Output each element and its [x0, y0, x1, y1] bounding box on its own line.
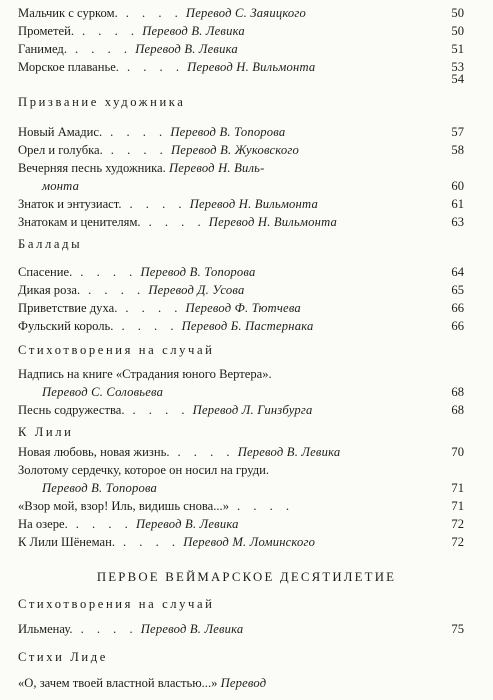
- leader-dots: . . . .: [110, 125, 168, 139]
- entry-title: Прометей.: [18, 24, 74, 38]
- entry-title: Фульский король.: [18, 319, 114, 333]
- entry-translator: Перевод В. Левика: [140, 622, 244, 636]
- entry-translator: Перевод М. Ломинского: [183, 535, 316, 549]
- toc-entry: [18, 463, 464, 478]
- toc-entry: [18, 445, 464, 460]
- entry-title: Мальчик с сурком.: [18, 6, 118, 20]
- entry-page: 71: [451, 499, 464, 513]
- toc-entry: [18, 161, 464, 176]
- toc-entry: [18, 499, 464, 514]
- section-heading: Стихотворения на случай: [18, 343, 215, 357]
- entry-translator: Перевод Н. Вильмонта: [208, 215, 338, 229]
- entry-page: 50: [451, 6, 464, 20]
- entry-page: 72: [451, 535, 464, 549]
- toc-entry: [18, 319, 464, 334]
- toc-entry: [18, 265, 464, 280]
- leader-dots: . . . .: [125, 301, 183, 315]
- toc-entry: [18, 301, 464, 316]
- entry-translator: Перевод В. Топорова: [42, 481, 158, 495]
- toc-entry: [18, 367, 464, 382]
- entry-page: 53: [451, 60, 464, 74]
- toc-entry: [18, 403, 464, 418]
- part-heading: ПЕРВОЕ ВЕЙМАРСКОЕ ДЕСЯТИЛЕТИЕ: [96, 570, 397, 584]
- entry-title: Орел и голубка.: [18, 143, 103, 157]
- entry-page: 66: [451, 319, 464, 333]
- section-heading: Стихотворения на случай: [18, 597, 215, 611]
- entry-translator: Перевод С. Заяицкого: [185, 6, 307, 20]
- toc-entry-continuation: [42, 179, 464, 194]
- entry-translator: Перевод Д. Усова: [148, 283, 245, 297]
- section-heading: Стихи Лиде: [18, 650, 108, 664]
- entry-page: 50: [451, 24, 464, 38]
- entry-page: 57: [451, 125, 464, 139]
- entry-page: 63: [451, 215, 464, 229]
- toc-entry: [18, 535, 464, 550]
- entry-title: Знаток и энтузиаст.: [18, 197, 122, 211]
- leader-dots: . . . .: [126, 60, 184, 74]
- toc-entry: [18, 517, 464, 532]
- section-heading: Призвание художника: [18, 95, 186, 109]
- entry-title: Знатокам и ценителям.: [18, 215, 141, 229]
- leader-dots: . . . .: [75, 517, 133, 531]
- leader-dots: . . . .: [75, 42, 133, 56]
- leader-dots: . . . .: [123, 535, 181, 549]
- entry-title: Новая любовь, новая жизнь.: [18, 445, 170, 459]
- entry-translator: Перевод В. Левика: [142, 24, 245, 38]
- leader-dots: . . . .: [82, 24, 140, 38]
- entry-page: 58: [451, 143, 464, 157]
- toc-entry: [18, 676, 464, 691]
- entry-translator: Перевод В. Жуковского: [170, 143, 299, 157]
- leader-dots: . . . .: [132, 403, 190, 417]
- section-heading: Баллады: [18, 237, 83, 251]
- leader-dots: . . . .: [125, 6, 183, 20]
- entry-translator: Перевод В. Топорова: [170, 125, 286, 139]
- entry-title: Вечерняя песнь художника.: [18, 161, 166, 175]
- entry-page: 68: [451, 403, 464, 417]
- entry-page: 61: [451, 197, 464, 211]
- toc-entry: [18, 197, 464, 212]
- toc-entry-continuation: [42, 385, 464, 400]
- toc-entry: [18, 42, 464, 57]
- entry-page: 60: [451, 179, 464, 193]
- leader-dots: . . . .: [237, 499, 295, 513]
- entry-translator: Перевод В. Левика: [135, 42, 238, 56]
- entry-translator: Перевод С. Соловьева: [42, 385, 164, 399]
- entry-title: Дикая роза.: [18, 283, 81, 297]
- leader-dots: . . . .: [177, 445, 235, 459]
- entry-translator: Перевод Н. Вильмонта: [189, 197, 318, 211]
- toc-entry: [18, 622, 464, 637]
- entry-translator: Перевод Ф. Тютчева: [185, 301, 301, 315]
- entry-translator: Перевод В. Топорова: [140, 265, 256, 279]
- leader-dots: . . . .: [129, 197, 187, 211]
- entry-page: 70: [451, 445, 464, 459]
- entry-translator: Перевод Н. Виль-: [168, 161, 265, 175]
- entry-translator: Перевод: [220, 676, 267, 690]
- toc-entry: [18, 6, 464, 21]
- entry-title: Приветствие духа.: [18, 301, 118, 315]
- entry-title: Морское плаванье.: [18, 60, 119, 74]
- entry-page: 75: [451, 622, 464, 636]
- entry-title: «О, зачем твоей властной властью...»: [18, 676, 218, 690]
- toc-entry: [18, 283, 464, 298]
- entry-title: Золотому сердечку, которое он носил на груди.: [18, 463, 270, 477]
- section-heading: К Лили: [18, 425, 74, 439]
- leader-dots: . . . .: [88, 283, 146, 297]
- entry-page: 65: [451, 283, 464, 297]
- entry-translator: Перевод Л. Гинзбурга: [192, 403, 313, 417]
- leader-dots: . . . .: [121, 319, 179, 333]
- toc-entry: [18, 143, 464, 158]
- toc-entry: [18, 24, 464, 39]
- entry-title: Ильменау.: [18, 622, 73, 636]
- leader-dots: . . . .: [80, 265, 138, 279]
- entry-page: 68: [451, 385, 464, 399]
- entry-page: 66: [451, 301, 464, 315]
- entry-page: 54: [451, 72, 464, 86]
- entry-translator: Перевод В. Левика: [237, 445, 341, 459]
- entry-page: 72: [451, 517, 464, 531]
- entry-page: 64: [451, 265, 464, 279]
- entry-title: Спасение.: [18, 265, 73, 279]
- entry-translator: Перевод Б. Пастернака: [181, 319, 314, 333]
- entry-title: Новый Амадис.: [18, 125, 103, 139]
- entry-page: 51: [451, 42, 464, 56]
- leader-dots: . . . .: [148, 215, 206, 229]
- toc-entry: [18, 215, 464, 230]
- entry-translator: Перевод Н. Вильмонта: [187, 60, 316, 74]
- entry-title: «Взор мой, взор! Иль, видишь снова...»: [18, 499, 230, 513]
- entry-title: Песнь содружества.: [18, 403, 125, 417]
- entry-translator: монта: [42, 179, 80, 193]
- entry-title: К Лили Шёнеман.: [18, 535, 115, 549]
- entry-title: Ганимед.: [18, 42, 67, 56]
- entry-page: 71: [451, 481, 464, 495]
- toc-entry-continuation: [42, 481, 464, 496]
- entry-title: Надпись на книге «Страдания юного Вертера».: [18, 367, 272, 381]
- entry-title: На озере.: [18, 517, 68, 531]
- toc-entry: [18, 60, 464, 75]
- entry-translator: Перевод В. Левика: [135, 517, 239, 531]
- leader-dots: . . . .: [110, 143, 168, 157]
- leader-dots: . . . .: [80, 622, 138, 636]
- toc-entry: [18, 125, 464, 140]
